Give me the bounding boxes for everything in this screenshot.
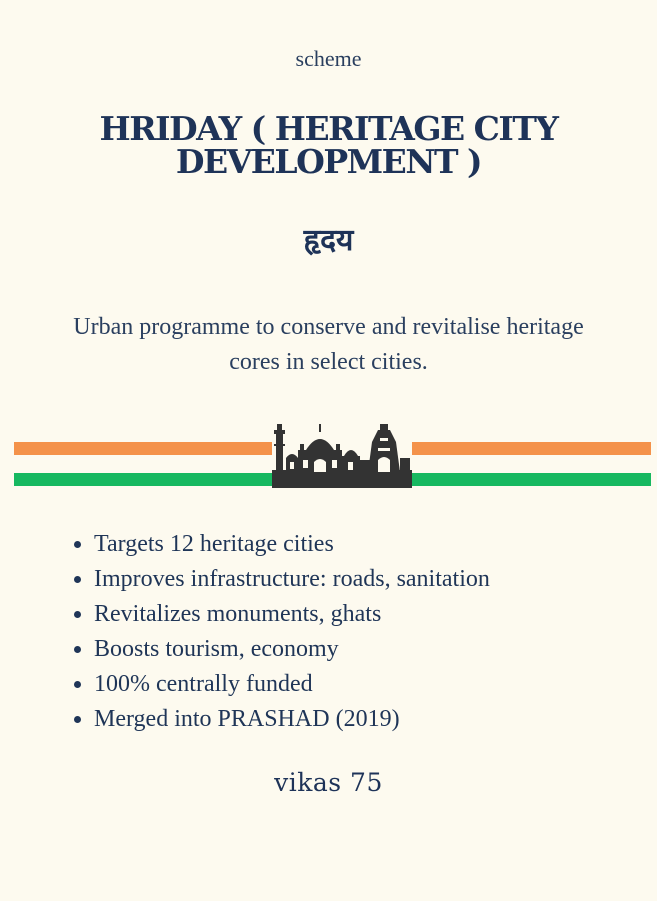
scheme-label: scheme — [295, 46, 362, 71]
bullet-icon — [74, 716, 81, 723]
list-item — [74, 597, 634, 632]
green-stripe-left — [14, 473, 272, 486]
saffron-stripe-right — [412, 442, 651, 455]
brand-logo: vikas 75 — [274, 768, 383, 797]
key-points-list — [74, 527, 634, 737]
list-item-text: Improves infrastructure: roads, sanitation — [94, 566, 490, 592]
monument-skyline-icon — [272, 424, 412, 488]
list-item-text: Merged into PRASHAD (2019) — [94, 706, 400, 732]
tricolour-band — [0, 420, 657, 492]
list-item — [74, 562, 634, 597]
bullet-icon — [74, 681, 81, 688]
list-item-text: Revitalizes monuments, ghats — [94, 601, 382, 627]
list-item — [74, 667, 634, 702]
page-title: HRIDAY ( HERITAGE CITY DEVELOPMENT ) — [99, 109, 558, 181]
list-item — [74, 527, 634, 562]
bullet-icon — [74, 576, 81, 583]
bullet-icon — [74, 541, 81, 548]
bullet-icon — [74, 611, 81, 618]
list-item — [74, 702, 634, 737]
green-stripe-right — [412, 473, 651, 486]
scheme-description: Urban programme to conserve and revitalise heritage cores in select cities. — [73, 314, 584, 375]
list-item-text: 100% centrally funded — [94, 671, 313, 697]
hindi-title: हृदय — [303, 223, 354, 258]
list-item — [74, 632, 634, 667]
list-item-text: Targets 12 heritage cities — [94, 531, 334, 557]
list-item-text: Boosts tourism, economy — [94, 636, 339, 662]
bullet-icon — [74, 646, 81, 653]
saffron-stripe-left — [14, 442, 272, 455]
